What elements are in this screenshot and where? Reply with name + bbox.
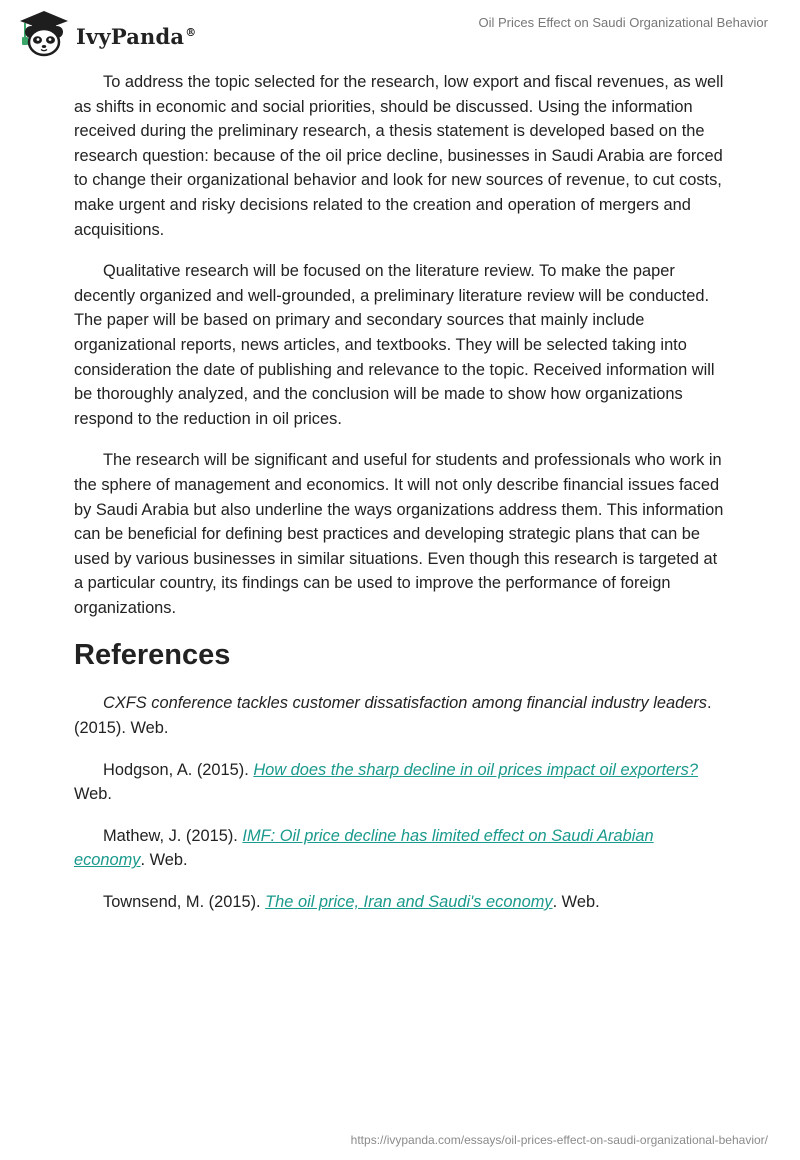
- reference-item: [74, 758, 728, 807]
- reference-link[interactable]: IMF: Oil price decline has limited effect on Saudi Arabian economy: [74, 826, 654, 870]
- reference-author: Hodgson, A. (2015).: [103, 760, 254, 779]
- reference-suffix: . (2015). Web.: [74, 694, 712, 738]
- panda-graduate-icon: [14, 8, 72, 58]
- body-paragraph: Qualitative research will be focused on the literature review. To make the paper decently organized and well-grounded, a preliminary literature review will be conducted. The paper will be based on primary and secondary sources that mainly include organizational reports, news articles, and textbooks. They will be selected taking into consideration the date of publishing and relevance to the topic. Received information will be thoroughly analyzed, and the conclusion will be made to show how organizations respond to the reduction in oil prices.: [74, 262, 715, 428]
- footer-url[interactable]: https://ivypanda.com/essays/oil-prices-effect-on-saudi-organizational-behavior/: [350, 1133, 768, 1147]
- reference-item: [74, 890, 728, 915]
- reference-item: [74, 824, 728, 873]
- reference-title: CXFS conference tackles customer dissatisfaction among financial industry leaders: [103, 694, 708, 713]
- reference-link[interactable]: The oil price, Iran and Saudi's economy: [265, 893, 553, 912]
- reference-item: [74, 691, 728, 740]
- essay-content: [74, 70, 728, 932]
- document-title: Oil Prices Effect on Saudi Organizational Behavior: [478, 15, 768, 30]
- ivypanda-logo[interactable]: [14, 8, 196, 58]
- page-header: [0, 0, 800, 70]
- logo-text: IvyPanda®: [76, 23, 197, 49]
- reference-author: Mathew, J. (2015).: [103, 826, 243, 845]
- reference-link[interactable]: How does the sharp decline in oil prices impact oil exporters?: [253, 760, 698, 779]
- reference-suffix: . Web.: [140, 851, 188, 870]
- reference-author: Townsend, M. (2015).: [103, 893, 266, 912]
- body-paragraph: The research will be significant and useful for students and professionals who work in the sphere of management and economics. It will not only describe financial issues faced by Saudi Arabia but also underline the ways organizations address them. This information can be beneficial for defining best practices and developing strategic plans that can be used by various businesses in similar situations. Even though this research is targeted at a particular country, its findings can be used to improve the performance of foreign organizations.: [74, 451, 724, 617]
- reference-suffix: Web.: [74, 785, 112, 804]
- reference-suffix: . Web.: [552, 893, 600, 912]
- body-paragraph: To address the topic selected for the research, low export and fiscal revenues, as well as shifts in economic and social priorities, should be discussed. Using the information received during the preliminary research, a thesis statement is developed based on the research question: because of the oil price decline, businesses in Saudi Arabia are forced to change their organizational behavior and look for new sources of revenue, to cut costs, make urgent and risky decisions related to the creation and operation of mergers and acquisitions.: [74, 73, 724, 239]
- references-heading: References: [74, 639, 231, 672]
